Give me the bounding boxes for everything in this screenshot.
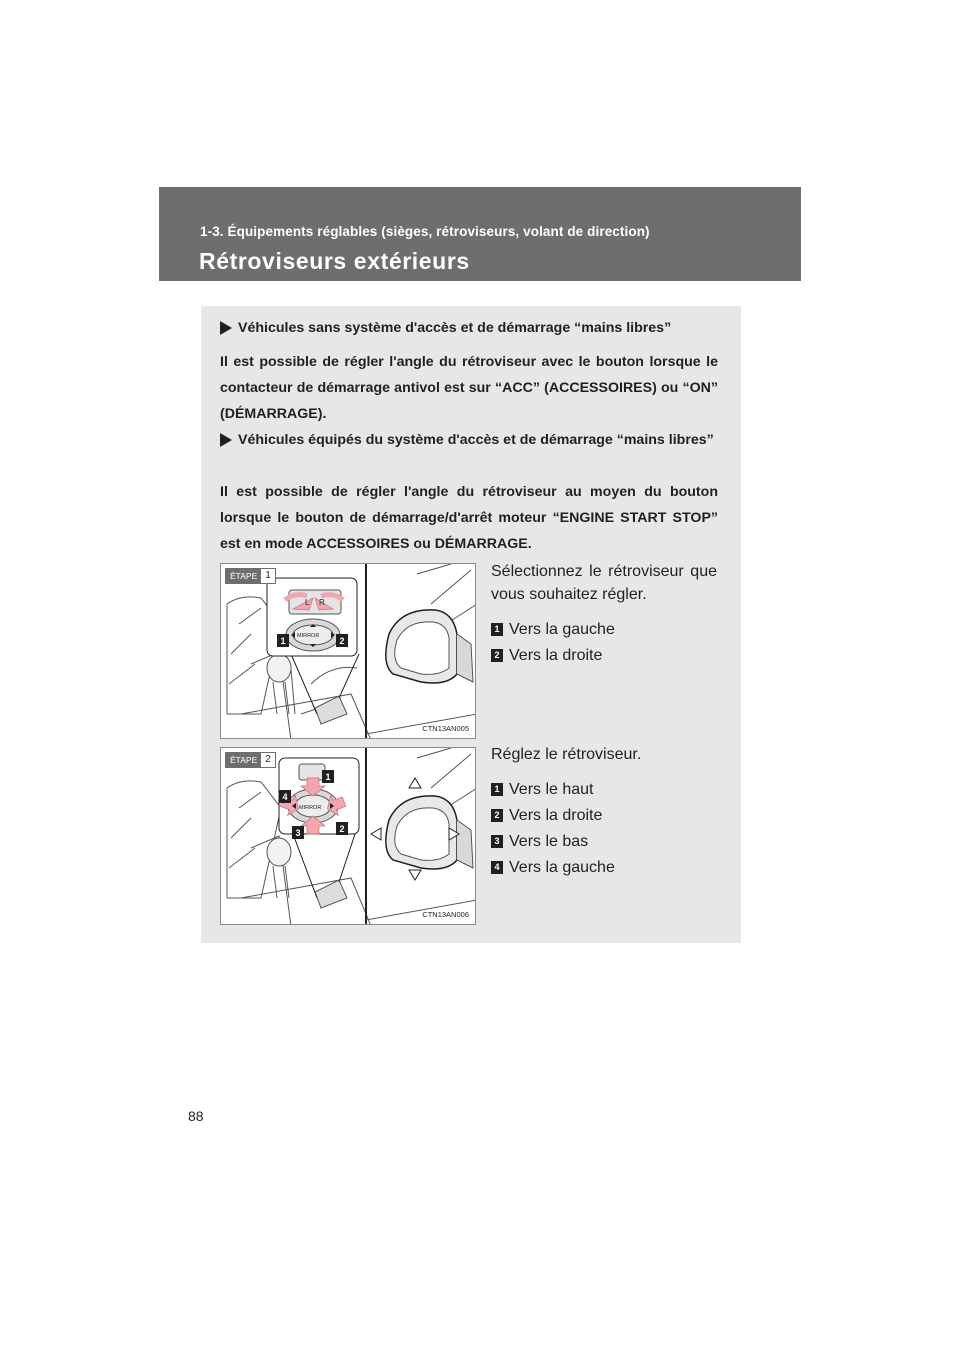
step1-drawing (221, 564, 476, 739)
step1-mirror-label: MIRROR (297, 633, 320, 639)
number-box: 4 (491, 861, 503, 874)
step1-switch-left-label: L (305, 598, 310, 607)
step1-text (491, 560, 717, 668)
step1-etape-badge: ÉTAPE 1 (225, 568, 276, 584)
step2-etape-badge: ÉTAPE 2 (225, 752, 276, 768)
step2-mirror-label: MIRROR (299, 805, 322, 811)
step2-callout-1: 1 (325, 772, 331, 782)
number-box: 2 (491, 809, 503, 822)
step2-lead: Réglez le rétroviseur. (491, 746, 642, 763)
paragraph-no-smart-key: Il est possible de régler l'angle du rétroviseur avec le bouton lorsque le contacteur de démarrage antivol est sur “ACC” (ACCESSOIRES) ou “ON” (DÉMARRAGE). (220, 354, 718, 422)
step2-image-code: CTN13AN006 (422, 910, 469, 919)
step1-illustration (220, 563, 476, 739)
step2-callout-2: 2 (339, 824, 345, 834)
step1-item-1: 1 Vers la gauche (491, 616, 717, 642)
step2-drawing (221, 748, 476, 925)
step2-item-4: 4 Vers la gauche (491, 854, 717, 880)
step2-item-1: 1 Vers le haut (491, 776, 717, 802)
step2-text (491, 743, 717, 880)
step1-image-code: CTN13AN005 (422, 724, 469, 733)
step1-callout-1: 1 (280, 636, 286, 646)
number-box: 2 (491, 649, 503, 662)
step2-callout-3: 3 (295, 828, 301, 838)
step2-item-2: 2 Vers la droite (491, 802, 717, 828)
number-box: 1 (491, 623, 503, 636)
paragraph-smart-key: Il est possible de régler l'angle du rétroviseur au moyen du bouton lorsque le bouton de démarrage/d'arrêt moteur “ENGINE START STOP” est en mode ACCESSOIRES ou DÉMARRAGE. (220, 484, 718, 552)
step1-lead: Sélectionnez le rétroviseur que vous souhaitez régler. (491, 563, 717, 603)
number-box: 1 (491, 783, 503, 796)
bullet-no-smart-key: Véhicules sans système d'accès et de démarrage “mains libres” (220, 315, 718, 341)
step2-item-3: 3 Vers le bas (491, 828, 717, 854)
page-title: Rétroviseurs extérieurs (199, 248, 470, 274)
step1-item-2: 2 Vers la droite (491, 642, 717, 668)
bullet-arrow-icon (220, 321, 232, 335)
bullet-smart-key: Véhicules équipés du système d'accès et de démarrage “mains libres” (220, 427, 718, 453)
step2-callout-4: 4 (282, 792, 288, 802)
step1-callout-2: 2 (339, 636, 345, 646)
bullet-arrow-icon (220, 433, 232, 447)
step1-switch-right-label: R (319, 598, 325, 607)
page-header (159, 187, 801, 281)
content-panel (201, 306, 741, 943)
step2-illustration (220, 747, 476, 925)
section-title: 1-3. Équipements réglables (sièges, rétroviseurs, volant de direction) (200, 224, 650, 239)
number-box: 3 (491, 835, 503, 848)
page-number: 88 (188, 1108, 204, 1124)
